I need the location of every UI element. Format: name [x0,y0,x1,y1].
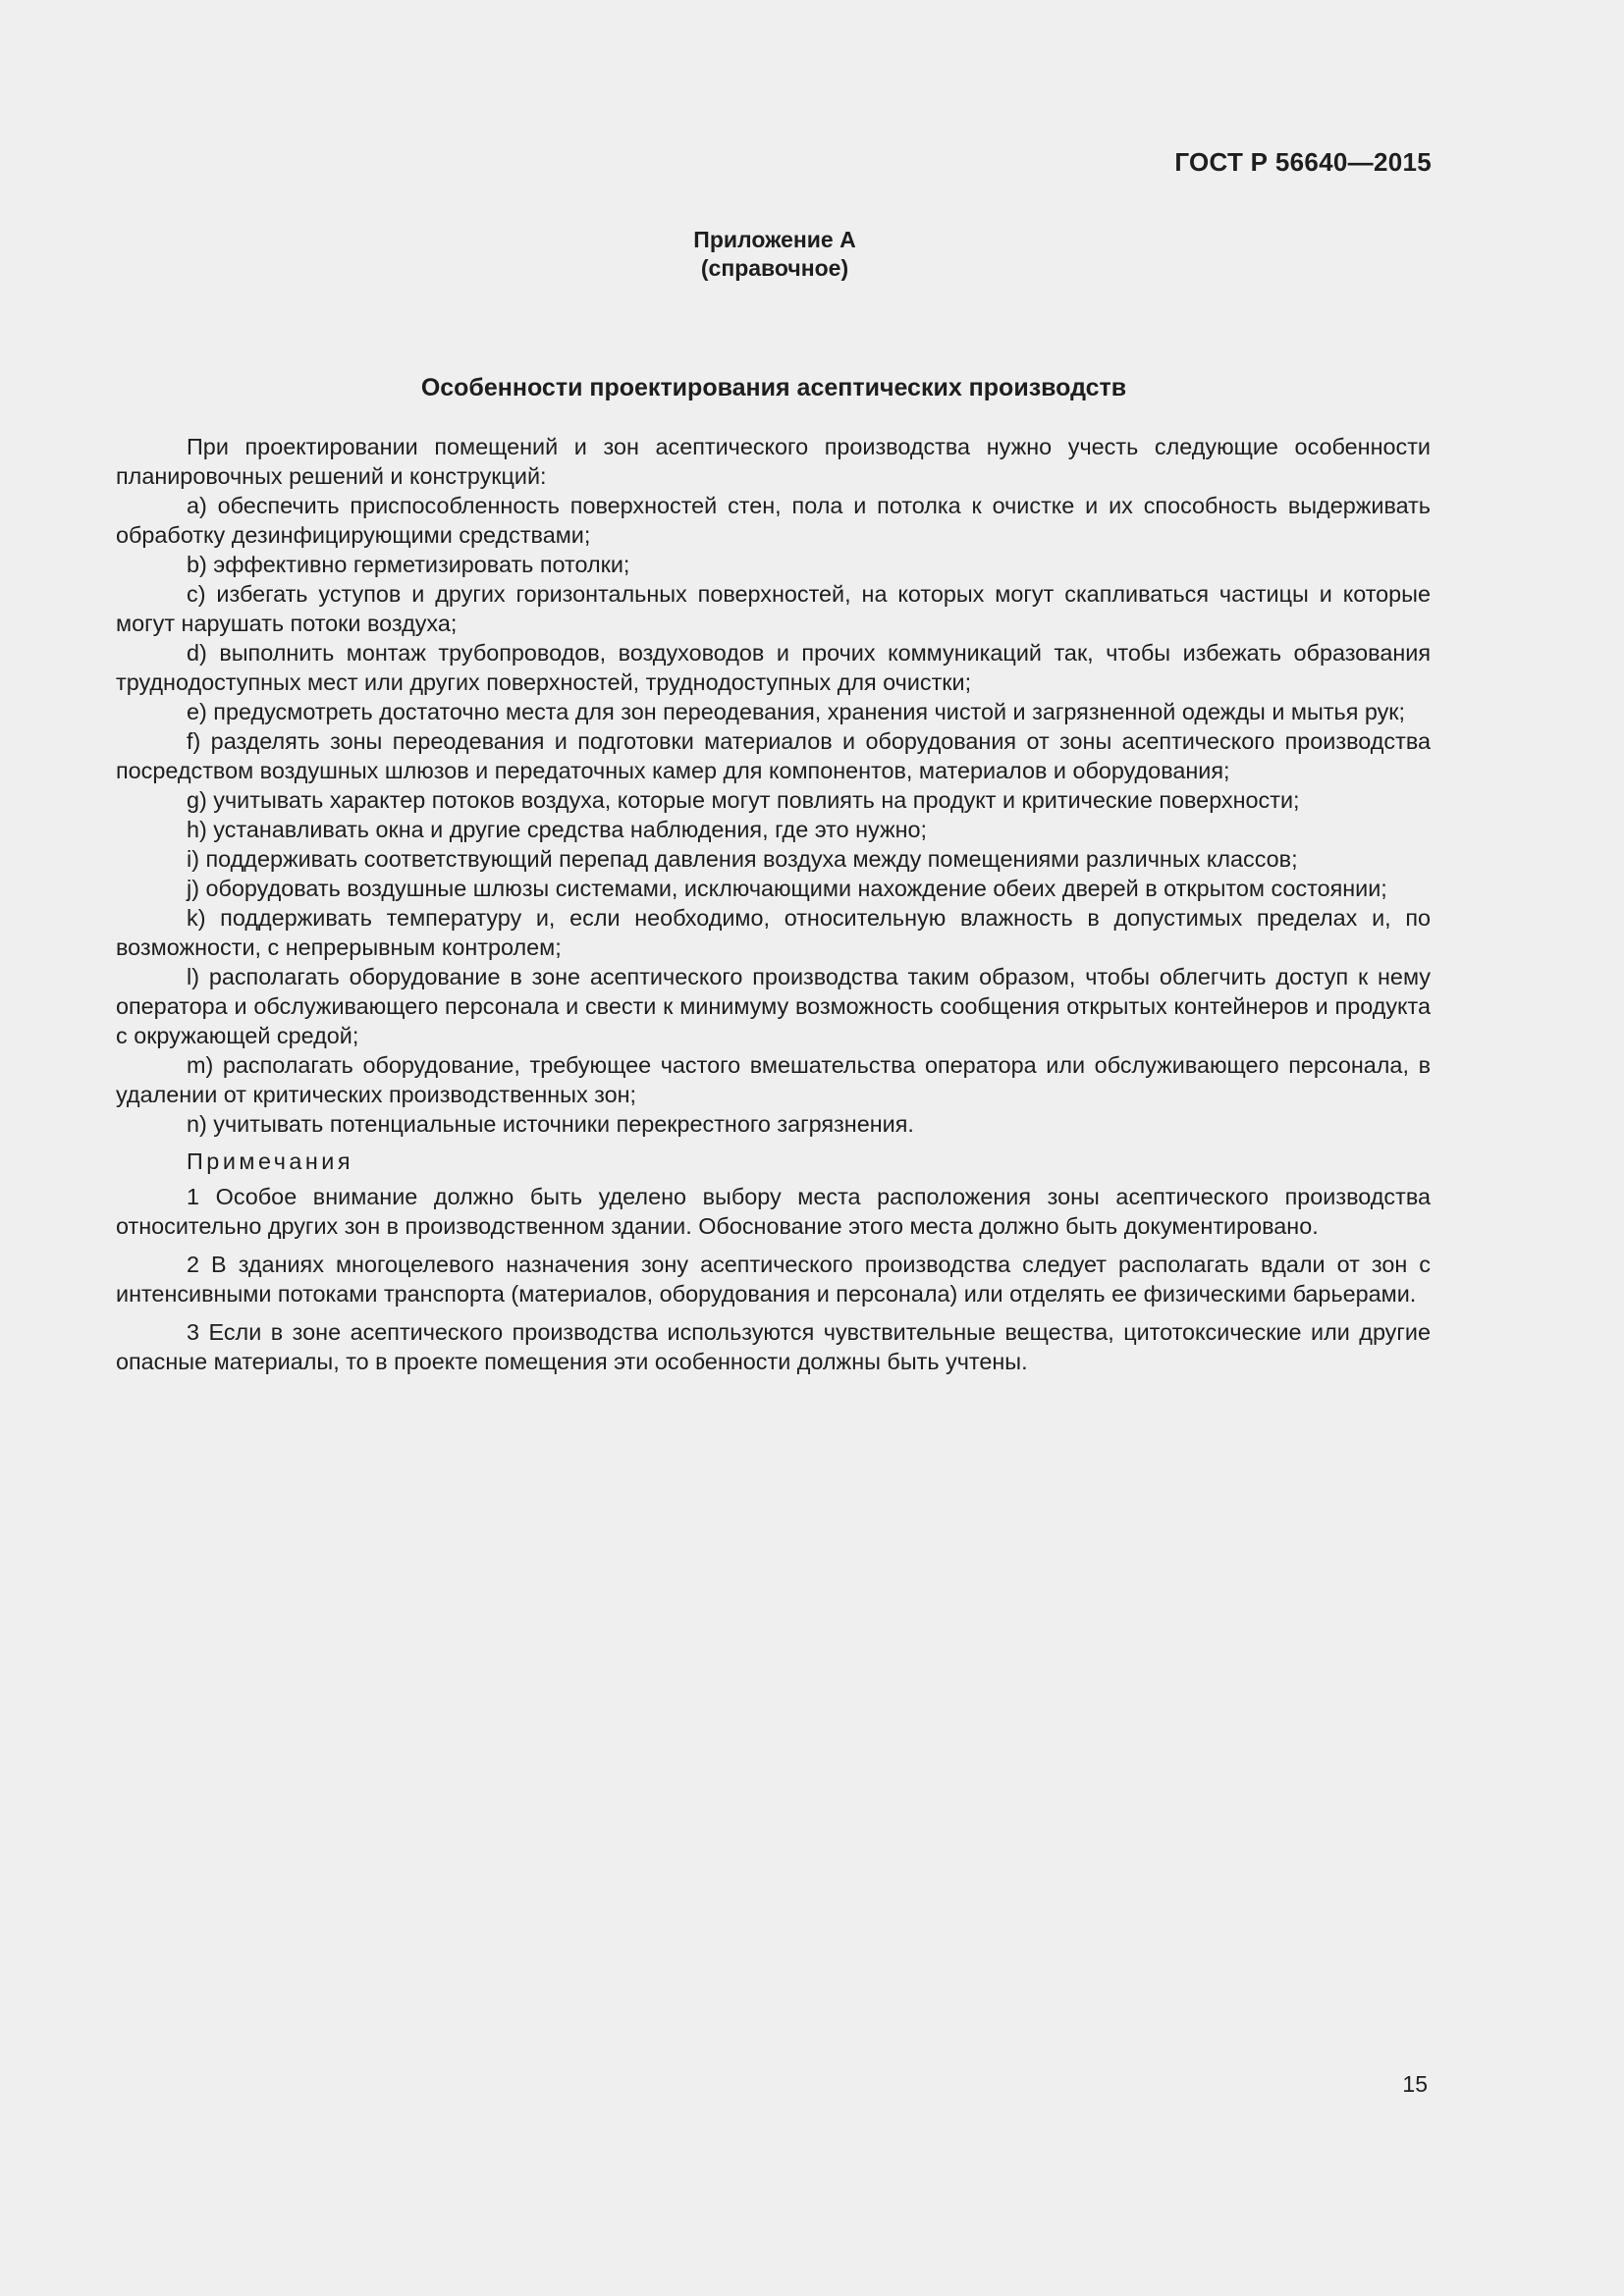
list-item-m: m) располагать оборудование, требующее частого вмешательства оператора или обслуживающего персонала, в удалении от критических производственных зон; [116,1052,1431,1107]
intro-paragraph: При проектировании помещений и зон асептического производства нужно учесть следующие особенности планировочных решений и конструкций: [116,434,1431,489]
note-3: 3 Если в зоне асептического производства используются чувствительные вещества, цитотоксические или другие опасные материалы, то в проекте помещения эти особенности должны быть учтены. [116,1319,1431,1374]
notes-block [116,1147,1431,1376]
appendix-heading [0,226,1549,283]
list-item-i: i) поддерживать соответствующий перепад давления воздуха между помещениями различных классов; [187,846,1298,872]
main-text [116,432,1431,1385]
note-2: 2 В зданиях многоцелевого назначения зону асептического производства следует располагать вдали от зон с интенсивными потоками транспорта (материалов, оборудования и персонала) или отделять ее физическими барьерами. [116,1252,1431,1307]
notes-title: Примечания [187,1148,354,1174]
list-item-e: e) предусмотреть достаточно места для зон переодевания, хранения чистой и загрязненной одежды и мытья рук; [187,699,1406,724]
list-item-n: n) учитывать потенциальные источники перекрестного загрязнения. [187,1111,914,1137]
list-item-h: h) устанавливать окна и другие средства наблюдения, где это нужно; [187,817,928,842]
appendix-type: (справочное) [700,255,849,281]
document-code: ГОСТ Р 56640—2015 [1174,147,1432,177]
list-item-f: f) разделять зоны переодевания и подготовки материалов и оборудования от зоны асептического производства посредством воздушных шлюзов и передаточных камер для компонентов, материалов и оборудования; [116,728,1431,783]
list-item-k: k) поддерживать температуру и, если необходимо, относительную влажность в допустимых пределах и, по возможности, с непрерывным контролем; [116,905,1431,960]
list-item-a: a) обеспечить приспособленность поверхностей стен, пола и потолка к очистке и их способность выдерживать обработку дезинфицирующими средствами; [116,493,1431,548]
list-item-d: d) выполнить монтаж трубопроводов, воздуховодов и прочих коммуникаций так, чтобы избежать образования труднодоступных мест или других поверхностей, труднодоступных для очистки; [116,640,1431,695]
page-number: 15 [1402,2071,1428,2097]
list-item-g: g) учитывать характер потоков воздуха, которые могут повлиять на продукт и критические поверхности; [187,787,1300,813]
list-item-l: l) располагать оборудование в зоне асептического производства таким образом, чтобы облегчить доступ к нему оператора и обслуживающего персонала и свести к минимуму возможность сообщения открытых контейнеров и продукта с окружающей средой; [116,964,1431,1048]
note-1: 1 Особое внимание должно быть уделено выбору места расположения зоны асептического производства относительно других зон в производственном здании. Обоснование этого места должно быть документировано. [116,1184,1431,1239]
section-title: Особенности проектирования асептических производств [420,374,1127,401]
list-item-j: j) оборудовать воздушные шлюзы системами, исключающими нахождение обеих дверей в открытом состоянии; [187,876,1387,901]
list-item-b: b) эффективно герметизировать потолки; [187,552,630,577]
list-item-c: c) избегать уступов и других горизонтальных поверхностей, на которых могут скапливаться частицы и которые могут нарушать потоки воздуха; [116,581,1431,636]
appendix-title: Приложение А [693,227,856,252]
